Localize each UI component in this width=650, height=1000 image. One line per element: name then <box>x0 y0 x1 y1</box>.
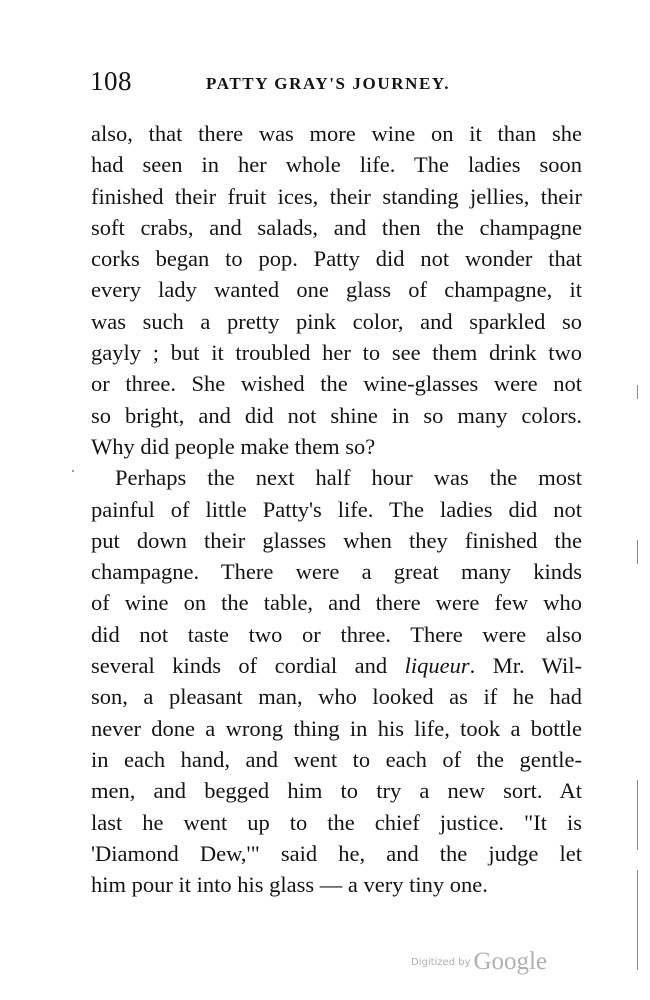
text-line: men, and begged him to try a new sort. At <box>91 778 582 804</box>
running-head <box>90 64 560 104</box>
scan-margin-mark <box>637 385 638 399</box>
text-line-with-italic <box>91 650 582 681</box>
text-line: last he went up to the chief justice. "It is <box>91 809 582 835</box>
text-line: gayly ; but it troubled her to see them drink two <box>91 340 582 366</box>
running-title: PATTY GRAY'S JOURNEY. <box>206 74 451 93</box>
text-line: champagne. There were a great many kinds <box>91 559 582 585</box>
scan-margin-mark <box>637 870 638 970</box>
text-line: of wine on the table, and there were few who <box>91 590 582 616</box>
digitized-watermark <box>411 948 547 976</box>
text-line: or three. She wished the wine-glasses were not <box>91 371 582 397</box>
text-line: painful of little Patty's life. The ladies did not <box>91 496 582 522</box>
page-number: 108 <box>90 66 132 96</box>
text-fragment: several kinds of cordial and <box>91 653 405 679</box>
text-line: 'Diamond Dew,'" said he, and the judge let <box>91 840 582 866</box>
text-line: son, a pleasant man, who looked as if he had <box>91 684 582 710</box>
text-line: Perhaps the next half hour was the most <box>115 465 582 491</box>
text-line: so bright, and did not shine in so many colors. <box>91 402 582 428</box>
text-line: Why did people make them so? <box>91 433 376 459</box>
scan-margin-mark <box>637 780 638 850</box>
text-line: in each hand, and went to each of the gentle- <box>91 746 582 772</box>
text-line: was such a pretty pink color, and sparkled so <box>91 308 582 334</box>
text-line: also, that there was more wine on it than she <box>91 121 582 146</box>
body-text <box>91 118 582 900</box>
watermark-prefix: Digitized by <box>411 956 471 968</box>
text-line: him pour it into his glass — a very tiny one. <box>91 872 488 898</box>
text-line: soft crabs, and salads, and then the champagne <box>91 214 582 240</box>
scan-margin-mark <box>637 540 638 564</box>
italic-word: liqueur <box>404 653 470 679</box>
google-logo: Google <box>473 948 548 975</box>
text-fragment: . Mr. Wil- <box>469 653 582 679</box>
text-line: every lady wanted one glass of champagne, it <box>91 277 582 303</box>
text-line: put down their glasses when they finished the <box>91 527 582 553</box>
scan-speck <box>72 470 74 472</box>
text-line: did not taste two or three. There were also <box>91 621 582 647</box>
text-line: corks began to pop. Patty did not wonder that <box>91 246 582 272</box>
text-line: never done a wrong thing in his life, took a bottle <box>91 715 582 741</box>
text-line: finished their fruit ices, their standing jellies, their <box>91 183 582 209</box>
text-line: had seen in her whole life. The ladies soon <box>91 152 582 178</box>
